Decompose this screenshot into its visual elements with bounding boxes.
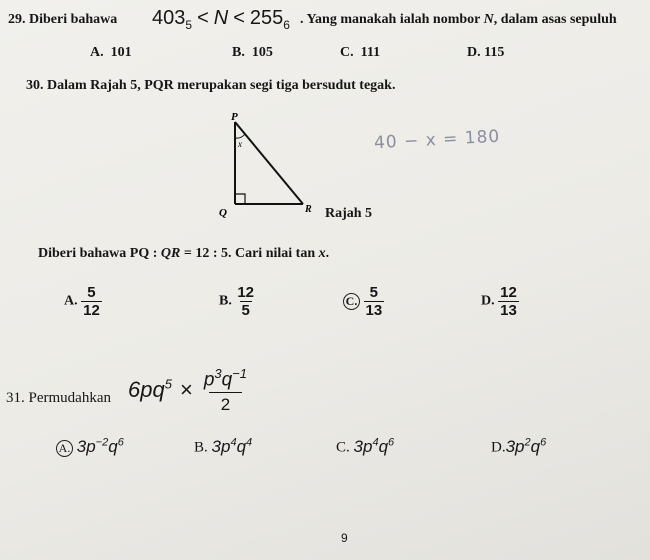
q31-option-b[interactable]: B. $3p^4q^4$	[194, 436, 253, 456]
circled-option-a: A.	[56, 440, 73, 457]
angle-arc	[235, 134, 245, 138]
q29-stem	[8, 12, 117, 28]
q29-left-base: 5	[185, 18, 193, 32]
q31-option-a[interactable]: A. $3p^{-2}q^6$	[56, 436, 124, 457]
q31-text: Permudahkan	[28, 390, 111, 406]
q31-number: 31.	[6, 390, 25, 406]
q29-option-d[interactable]: D. 115	[467, 45, 505, 60]
vertex-p-label: P	[231, 111, 238, 123]
q31-option-d[interactable]: $D.3p^2q^6$	[491, 436, 547, 456]
q30-stem	[26, 78, 395, 94]
q31-fraction: $\frac{p^3q^{-1}}{2}$	[201, 362, 250, 417]
q29-number: 29.	[8, 12, 26, 27]
q29-option-c[interactable]: C. 111	[340, 45, 381, 60]
q29-option-b[interactable]: B. 105	[232, 45, 273, 60]
vertex-q-label: Q	[219, 207, 227, 219]
q30-given: Diberi bahawa PQ : QR = 12 : 5. Cari nilai tan x.	[38, 246, 330, 261]
q30-option-b[interactable]: B. $\frac{12}{5}$	[219, 284, 255, 319]
right-angle-mark	[235, 194, 245, 204]
q30-option-c[interactable]: C. $\frac{5}{13}$	[343, 284, 384, 319]
handwritten-note: 40 − x = 180	[373, 126, 501, 154]
q29-right-number: 255	[249, 7, 284, 29]
q30-text: Dalam Rajah 5, PQR merupakan segi tiga bersudut tegak.	[47, 78, 396, 93]
q30-diagram-caption: Rajah 5	[325, 206, 373, 221]
q30-number: 30.	[26, 78, 44, 93]
q31-option-c[interactable]: C. $3p^4q^6$	[336, 436, 395, 456]
q29-inequality	[152, 7, 290, 32]
q29-variable: N	[213, 7, 229, 29]
q29-right-base: 6	[283, 18, 290, 32]
q29-left-number: 403	[152, 7, 186, 29]
page-number: 9	[341, 531, 348, 545]
q29-text-pre: Diberi bahawa	[29, 12, 118, 27]
q29-option-a[interactable]: A. 101	[90, 45, 132, 60]
vertex-r-label: R	[305, 204, 312, 215]
angle-x-label: x	[238, 139, 242, 149]
q30-triangle-diagram	[205, 108, 335, 220]
q31-expression: $6pq^5$ × $\frac{p^3q^{-1}}{2}$	[128, 362, 250, 417]
q30-option-d[interactable]: D. $\frac{12}{13}$	[481, 284, 517, 319]
selected-answer-circle: C.	[343, 293, 360, 310]
q30-option-a[interactable]: A. $\frac{5}{12}$	[64, 284, 100, 319]
q31-stem	[6, 390, 111, 407]
q29-question: . Yang manakah ialah nombor N, dalam asas sepuluh	[300, 12, 617, 27]
q29-relation-2: <	[233, 7, 245, 29]
q29-relation-1: <	[197, 7, 209, 29]
